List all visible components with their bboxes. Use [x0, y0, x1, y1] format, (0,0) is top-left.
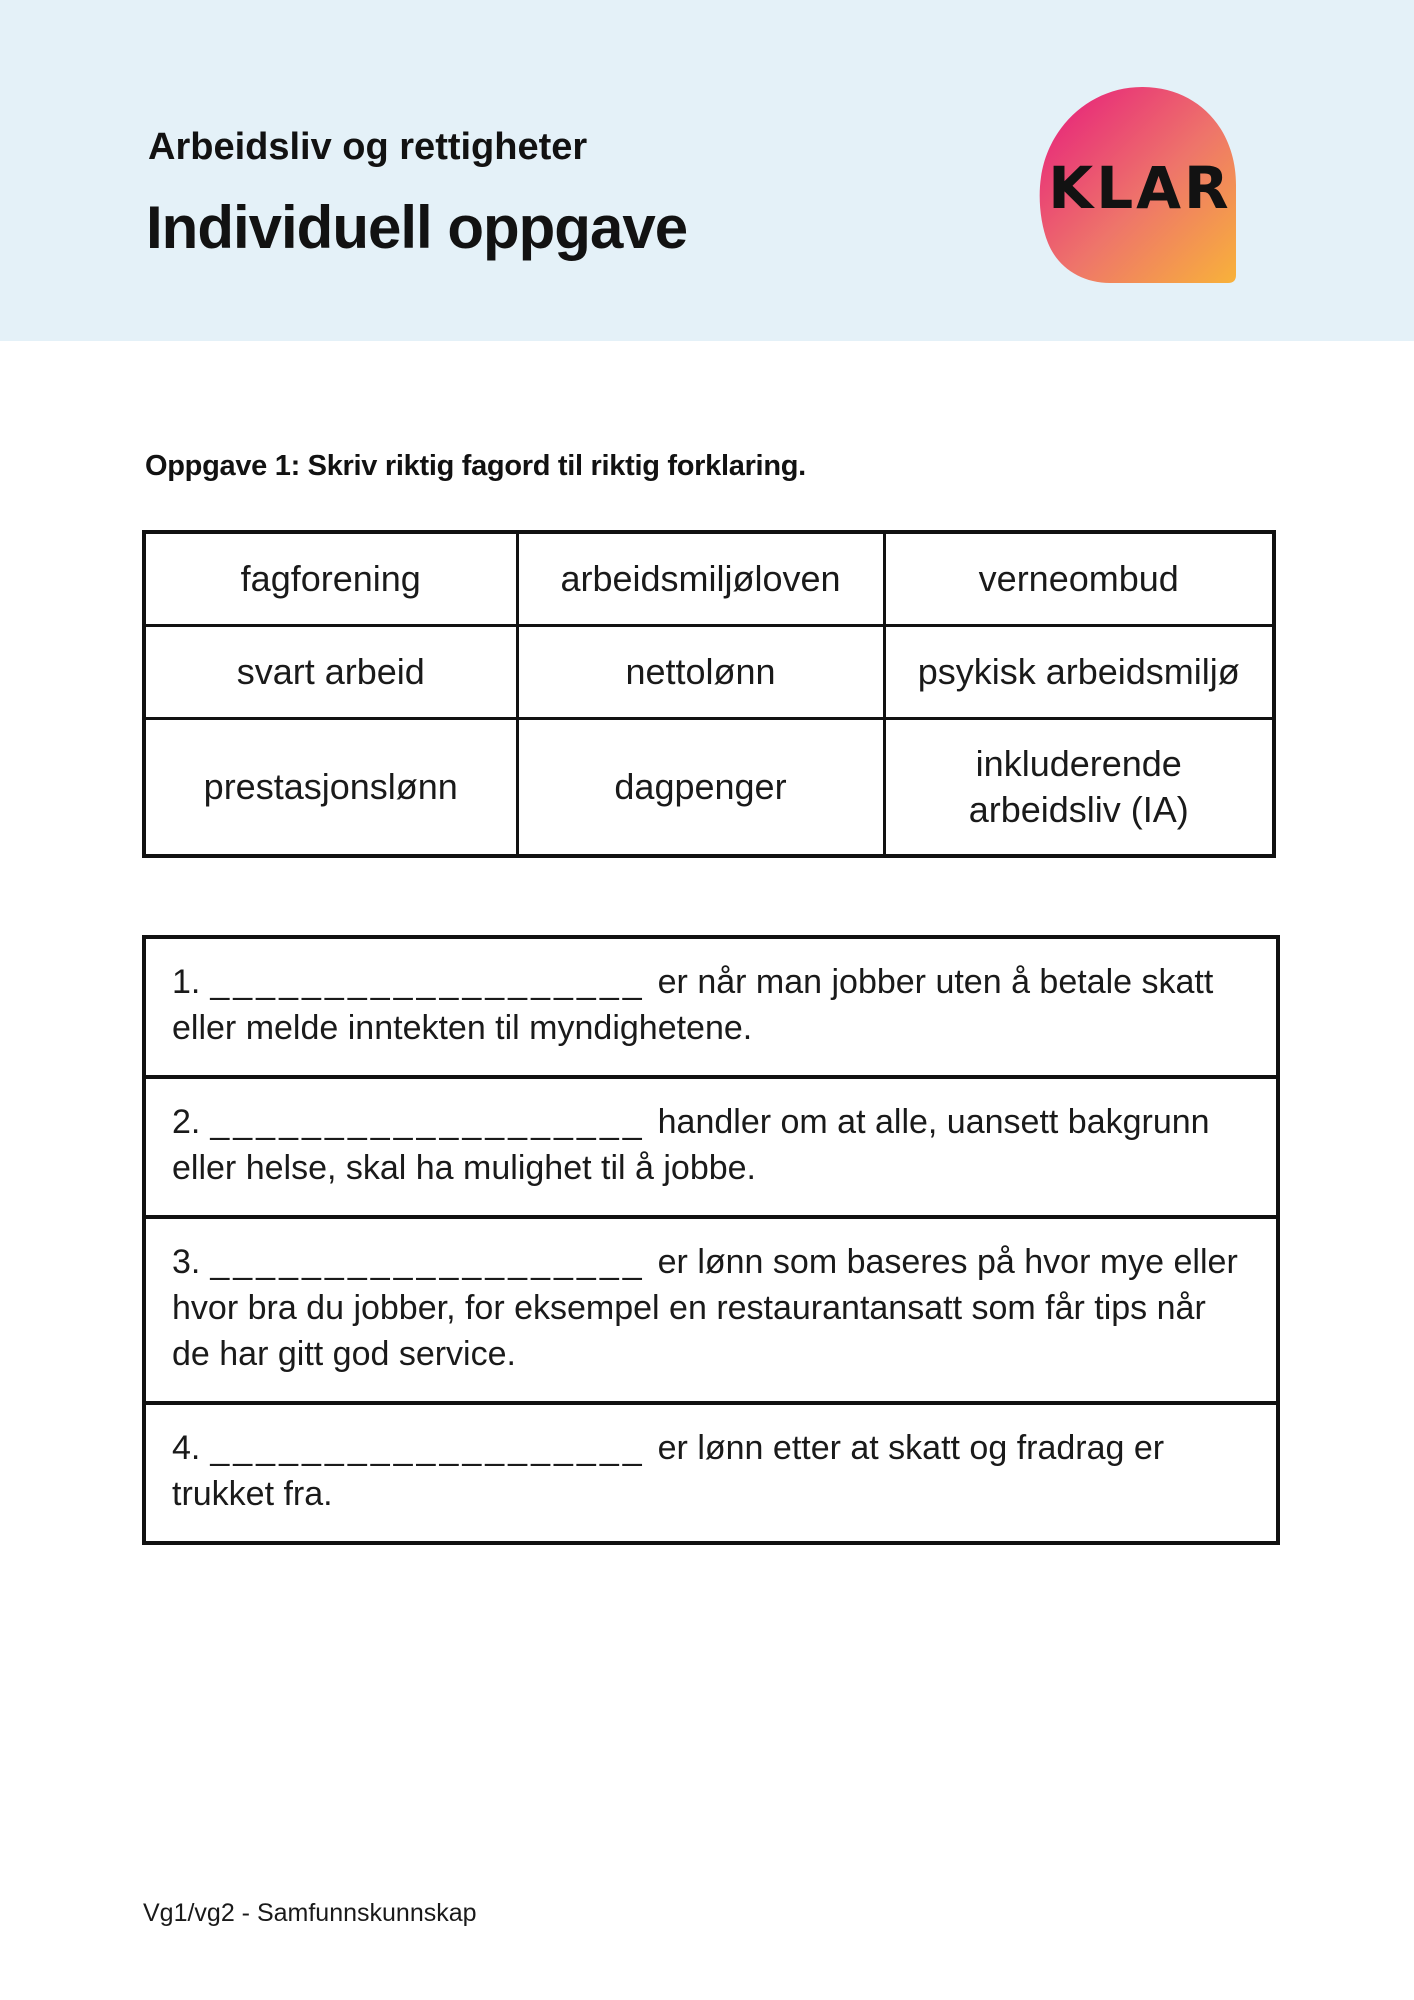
word-bank-cell-line: arbeidsliv (IA) — [968, 789, 1189, 830]
questions-box — [142, 935, 1280, 1545]
word-bank-cell: svart arbeid — [144, 626, 517, 719]
klar-logo — [1038, 85, 1238, 285]
word-bank-cell: prestasjonslønn — [144, 719, 517, 857]
answer-blank: ___________________ — [210, 1243, 646, 1281]
question-number: 2. — [172, 1103, 201, 1141]
question-number: 1. — [172, 963, 201, 1001]
question-first-line — [172, 1239, 1250, 1285]
question-text: handler om at alle, uansett bakgrunn — [657, 1103, 1210, 1141]
question-text-line: trukket fra. — [172, 1475, 333, 1513]
word-bank-row — [144, 719, 1274, 857]
question-text-line: hvor bra du jobber, for eksempel en restaurantansatt som får tips når — [172, 1289, 1206, 1327]
header-banner — [0, 0, 1414, 341]
word-bank-cell — [884, 719, 1274, 857]
question-item — [146, 1215, 1276, 1401]
word-bank-cell-line: inkluderende — [975, 743, 1182, 784]
task-heading: Oppgave 1: Skriv riktig fagord til riktig forklaring. — [145, 450, 806, 482]
question-first-line — [172, 1425, 1250, 1471]
question-text: er lønn som baseres på hvor mye eller — [657, 1243, 1238, 1281]
footer-course-label: Vg1/vg2 - Samfunnskunnskap — [143, 1899, 477, 1927]
header-kicker: Arbeidsliv og rettigheter — [148, 126, 588, 168]
question-item — [146, 939, 1276, 1075]
word-bank-row — [144, 532, 1274, 626]
question-text-line: de har gitt god service. — [172, 1335, 516, 1373]
question-text-line: eller melde inntekten til myndighetene. — [172, 1009, 753, 1047]
word-bank-cell: psykisk arbeidsmiljø — [884, 626, 1274, 719]
word-bank-row — [144, 626, 1274, 719]
answer-blank: ___________________ — [210, 1103, 646, 1141]
page-title: Individuell oppgave — [146, 194, 688, 261]
question-first-line — [172, 1099, 1250, 1145]
question-number: 4. — [172, 1429, 201, 1467]
word-bank-table — [142, 530, 1276, 858]
question-text-line: eller helse, skal ha mulighet til å jobbe. — [172, 1149, 756, 1187]
klar-logo-text: KLAR — [1048, 154, 1232, 222]
question-text: er når man jobber uten å betale skatt — [657, 963, 1214, 1001]
word-bank-cell: fagforening — [144, 532, 517, 626]
word-bank-cell: nettolønn — [517, 626, 884, 719]
word-bank-cell: dagpenger — [517, 719, 884, 857]
word-bank-cell: arbeidsmiljøloven — [517, 532, 884, 626]
question-number: 3. — [172, 1243, 201, 1281]
word-bank-cell: verneombud — [884, 532, 1274, 626]
question-item — [146, 1075, 1276, 1215]
question-text: er lønn etter at skatt og fradrag er — [657, 1429, 1165, 1467]
question-first-line — [172, 959, 1250, 1005]
answer-blank: ___________________ — [210, 1429, 646, 1467]
answer-blank: ___________________ — [210, 963, 646, 1001]
question-item — [146, 1401, 1276, 1541]
